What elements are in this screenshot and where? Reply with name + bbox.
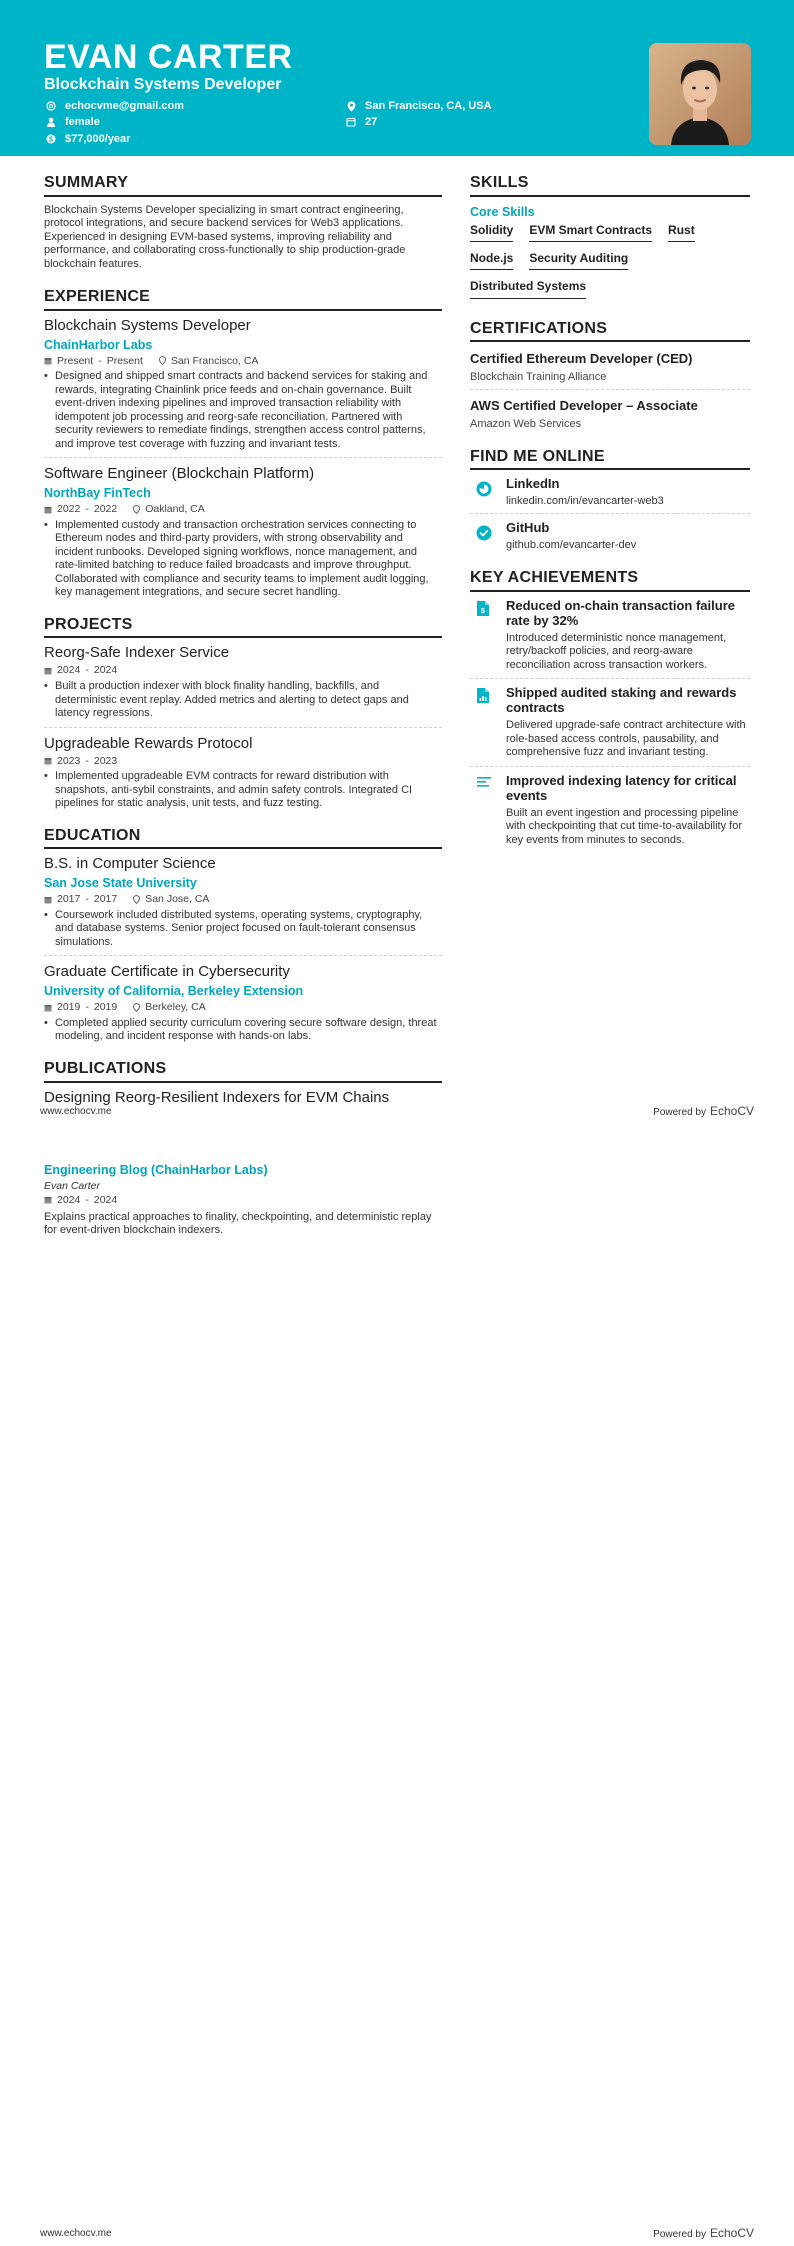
experience-item xyxy=(44,317,442,459)
pie-chart-icon xyxy=(470,476,506,507)
end-date: 2019 xyxy=(93,1001,118,1014)
achievement-description: Delivered upgrade-safe contract architecture with role-based access controls, pausability, and comprehensive fuzz and invariant testing. xyxy=(506,719,746,759)
achievement-body xyxy=(506,685,750,760)
publication-continuation xyxy=(44,1163,442,1238)
education-heading: EDUCATION xyxy=(44,827,442,850)
location-pin-icon xyxy=(344,100,358,112)
svg-text:$: $ xyxy=(49,136,53,144)
location-pin-icon xyxy=(159,356,166,365)
document-dollar-icon xyxy=(470,598,506,673)
summary-section xyxy=(44,174,442,271)
bullet-dot: • xyxy=(44,908,48,921)
powered-by-text: Powered by xyxy=(653,1107,706,1118)
certification-name: Certified Ethereum Developer (CED) xyxy=(470,351,693,367)
degree-name: B.S. in Computer Science xyxy=(44,855,216,873)
summary-heading: SUMMARY xyxy=(44,174,442,197)
degree-name: Graduate Certificate in Cybersecurity xyxy=(44,963,290,981)
calendar-icon xyxy=(44,896,52,904)
online-url[interactable]: github.com/evancarter-dev xyxy=(506,539,637,552)
publication-description: Explains practical approaches to finality, checkpointing, and deterministic replay for event-driven blockchain indexers. xyxy=(44,1210,432,1237)
publication-meta xyxy=(44,1194,442,1207)
page-footer xyxy=(40,2226,754,2240)
svg-text:$: $ xyxy=(481,607,485,615)
publication-title: Designing Reorg-Resilient Indexers for EVM Chains xyxy=(44,1088,390,1106)
achievements-heading: KEY ACHIEVEMENTS xyxy=(470,569,750,592)
school-location xyxy=(133,1001,206,1014)
start-date: 2017 xyxy=(57,893,81,906)
online-link-linkedin[interactable] xyxy=(470,470,750,514)
date-separator: - xyxy=(85,1194,89,1206)
contact-location xyxy=(344,100,492,112)
bullet-dot: • xyxy=(44,680,48,693)
projects-heading: PROJECTS xyxy=(44,616,442,639)
company-name[interactable]: ChainHarbor Labs xyxy=(44,337,153,352)
certification-item xyxy=(470,398,750,436)
school-name[interactable]: San Jose State University xyxy=(44,876,197,891)
job-role: Software Engineer (Blockchain Platform) xyxy=(44,465,315,483)
online-heading: FIND ME ONLINE xyxy=(470,448,750,471)
job-role: Blockchain Systems Developer xyxy=(44,316,251,334)
experience-section xyxy=(44,288,442,606)
education-meta xyxy=(44,893,442,906)
online-label: LinkedIn xyxy=(506,476,560,492)
project-item xyxy=(44,735,442,817)
online-url[interactable]: linkedin.com/in/evancarter-web3 xyxy=(506,495,664,508)
school-location xyxy=(133,893,209,906)
summary-text: Blockchain Systems Developer specializing in smart contract engineering, protocol integrations, and secure backend services for Web3 applications. Experienced in designing EVM-based systems, improving reliability and performance, and collaborating cross-functionally to ship production-grade blockchain features. xyxy=(44,203,406,270)
online-link-body xyxy=(506,520,636,551)
footer-site-link[interactable]: www.echocv.me xyxy=(40,2227,112,2239)
education-meta xyxy=(44,1001,442,1014)
skill-tag: Rust xyxy=(668,223,695,242)
project-name: Upgradeable Rewards Protocol xyxy=(44,734,253,752)
project-item xyxy=(44,644,442,727)
achievement-title: Improved indexing latency for critical events xyxy=(506,772,737,803)
bullet-dot: • xyxy=(44,1016,48,1029)
bullet-dot: • xyxy=(44,770,48,783)
location-text: Oakland, CA xyxy=(145,503,205,516)
job-bullet xyxy=(44,519,442,600)
achievement-body xyxy=(506,773,750,848)
person-icon xyxy=(44,116,58,128)
calendar-icon xyxy=(44,357,52,365)
contact-gender xyxy=(44,116,100,128)
online-link-github[interactable] xyxy=(470,514,750,557)
project-meta xyxy=(44,664,442,677)
location-pin-icon xyxy=(133,1003,140,1012)
achievement-description: Introduced deterministic nonce management, retry/backoff policies, and reorg-aware reconciliation across transaction workers. xyxy=(506,631,727,671)
achievement-title: Reduced on-chain transaction failure rate by 32% xyxy=(506,597,735,628)
job-bullet xyxy=(44,370,442,451)
skills-group-title: Core Skills xyxy=(470,204,535,219)
achievement-description: Built an event ingestion and processing pipeline with checkpointing that cut time-to-availability for key events from minutes to seconds. xyxy=(506,806,742,846)
project-name: Reorg-Safe Indexer Service xyxy=(44,644,230,662)
at-icon xyxy=(44,100,58,112)
achievement-item xyxy=(470,592,750,680)
projects-section xyxy=(44,616,442,817)
publications-section xyxy=(44,1060,442,1107)
date-separator: - xyxy=(85,893,89,906)
start-date: 2024 xyxy=(57,1194,81,1206)
experience-item xyxy=(44,465,442,606)
publication-venue[interactable]: Engineering Blog (ChainHarbor Labs) xyxy=(44,1163,268,1177)
profile-photo xyxy=(649,43,751,145)
education-item xyxy=(44,855,442,956)
achievement-title: Shipped audited staking and rewards contracts xyxy=(506,685,737,716)
online-label: GitHub xyxy=(506,520,550,536)
document-chart-icon xyxy=(470,685,506,760)
certifications-section xyxy=(470,320,750,436)
end-date: 2023 xyxy=(93,754,118,767)
education-bullet xyxy=(44,909,442,950)
achievement-body xyxy=(506,598,750,673)
date-separator: - xyxy=(85,503,89,516)
contact-salary xyxy=(44,133,130,145)
publications-heading: PUBLICATIONS xyxy=(44,1060,442,1083)
powered-by xyxy=(653,2226,754,2240)
bullet-text: Implemented upgradeable EVM contracts for reward distribution with snapshots, anti-sybil constraints, and admin safety controls. Integrated CI pipelines for static analysis, unit tests, and fuzz testing. xyxy=(55,770,413,810)
school-name[interactable]: University of California, Berkeley Extension xyxy=(44,984,304,999)
date-separator: - xyxy=(85,664,89,677)
gender-text: female xyxy=(65,115,100,128)
job-location xyxy=(133,503,205,516)
calendar-icon xyxy=(44,506,52,514)
skills-list xyxy=(470,223,750,308)
start-date: 2019 xyxy=(57,1001,81,1014)
start-date: 2022 xyxy=(57,503,81,516)
bullet-text: Coursework included distributed systems, operating systems, cryptography, and database systems. Senior project focused on fault-tolerant consensus simulations. xyxy=(55,908,423,948)
company-name[interactable]: NorthBay FinTech xyxy=(44,486,151,501)
skill-tag: Distributed Systems xyxy=(470,279,586,298)
bullet-text: Built a production indexer with block finality handling, backfills, and deterministic event replay. Added metrics and alerting to detect gaps and latency regressions. xyxy=(55,680,409,720)
bullet-text: Implemented custody and transaction orchestration services connecting to Ethereum nodes and third-party providers, with strong observability and incident runbooks. Developed signing workflows, nonce management, and rate-limited batching to reduce failed broadcasts and improve throughput. Collaborated with compliance and security teams to implement audit logging, key management integrations, and secure secret handling. xyxy=(55,518,429,599)
age-text: 27 xyxy=(365,115,378,128)
end-date: 2024 xyxy=(93,1194,118,1206)
achievement-item xyxy=(470,679,750,767)
certifications-heading: CERTIFICATIONS xyxy=(470,320,750,343)
calendar-icon xyxy=(44,757,52,765)
education-section xyxy=(44,827,442,1050)
skill-tag: Solidity xyxy=(470,223,513,242)
calendar-icon xyxy=(344,116,358,128)
skills-section xyxy=(470,174,750,308)
location-text: San Francisco, CA xyxy=(170,354,259,367)
brand-logo[interactable]: EchoCV xyxy=(709,1104,754,1118)
calendar-icon xyxy=(44,667,52,675)
powered-by-text: Powered by xyxy=(653,2229,706,2240)
certification-issuer: Amazon Web Services xyxy=(470,417,582,430)
candidate-name: EVAN CARTER xyxy=(44,38,293,76)
project-bullet xyxy=(44,770,442,811)
achievement-item xyxy=(470,767,750,854)
contact-email[interactable] xyxy=(44,100,184,112)
job-meta xyxy=(44,503,442,516)
resume-header xyxy=(0,0,794,156)
date-separator: - xyxy=(98,354,102,367)
publication-author: Evan Carter xyxy=(44,1180,101,1192)
end-date: Present xyxy=(106,354,143,367)
calendar-icon xyxy=(44,1196,52,1204)
brand-logo[interactable]: EchoCV xyxy=(709,2226,754,2240)
page-footer xyxy=(40,1104,754,1118)
achievements-section xyxy=(470,569,750,853)
experience-heading: EXPERIENCE xyxy=(44,288,442,311)
project-meta xyxy=(44,755,442,768)
certification-item xyxy=(470,351,750,390)
contact-age xyxy=(344,116,377,128)
end-date: 2024 xyxy=(93,664,118,677)
location-text: San Jose, CA xyxy=(145,893,210,906)
location-text: San Francisco, CA, USA xyxy=(365,99,492,112)
check-circle-icon xyxy=(470,520,506,551)
job-meta xyxy=(44,355,442,368)
location-text: Berkeley, CA xyxy=(145,1001,206,1014)
bullet-dot: • xyxy=(44,518,48,531)
end-date: 2022 xyxy=(93,503,118,516)
bullet-dot: • xyxy=(44,370,48,383)
skills-heading: SKILLS xyxy=(470,174,750,197)
left-column xyxy=(44,174,442,1107)
education-item xyxy=(44,963,442,1050)
skill-tag: Security Auditing xyxy=(529,251,628,270)
email-text: echocvme@gmail.com xyxy=(65,99,184,112)
certification-name: AWS Certified Developer – Associate xyxy=(470,397,698,413)
skill-tag: EVM Smart Contracts xyxy=(529,223,652,242)
education-bullet xyxy=(44,1017,442,1044)
start-date: 2023 xyxy=(57,754,81,767)
powered-by xyxy=(653,1104,754,1118)
location-pin-icon xyxy=(133,895,140,904)
end-date: 2017 xyxy=(93,893,118,906)
footer-site-link[interactable]: www.echocv.me xyxy=(40,1105,112,1117)
date-separator: - xyxy=(85,1001,89,1014)
bullet-text: Completed applied security curriculum covering secure software design, threat modeling, and incident response with hands-on labs. xyxy=(55,1016,437,1043)
certification-issuer: Blockchain Training Alliance xyxy=(470,370,607,383)
project-bullet xyxy=(44,680,442,721)
skill-tag: Node.js xyxy=(470,251,513,270)
online-link-body xyxy=(506,476,664,507)
salary-text: $77,000/year xyxy=(65,132,131,145)
bullet-text: Designed and shipped smart contracts and backend services for staking and rewards, integrating Chainlink price feeds and on-chain governance. Built event-driven indexing pipelines and improved transaction reliability with idempotent job processing and reorg-safe reconciliation. Partnered with security reviewers to remediate findings, strengthen access control patterns, and improve test coverage with fuzzing and invariant tests. xyxy=(55,370,428,450)
start-date: 2024 xyxy=(57,664,81,677)
date-separator: - xyxy=(85,754,89,767)
job-location xyxy=(159,355,259,368)
start-date: Present xyxy=(57,354,94,367)
online-section xyxy=(470,448,750,558)
coin-icon xyxy=(44,133,58,145)
calendar-icon xyxy=(44,1004,52,1012)
list-lines-icon xyxy=(470,773,506,848)
right-column xyxy=(470,174,750,853)
location-pin-icon xyxy=(133,505,140,514)
candidate-title: Blockchain Systems Developer xyxy=(44,76,282,93)
